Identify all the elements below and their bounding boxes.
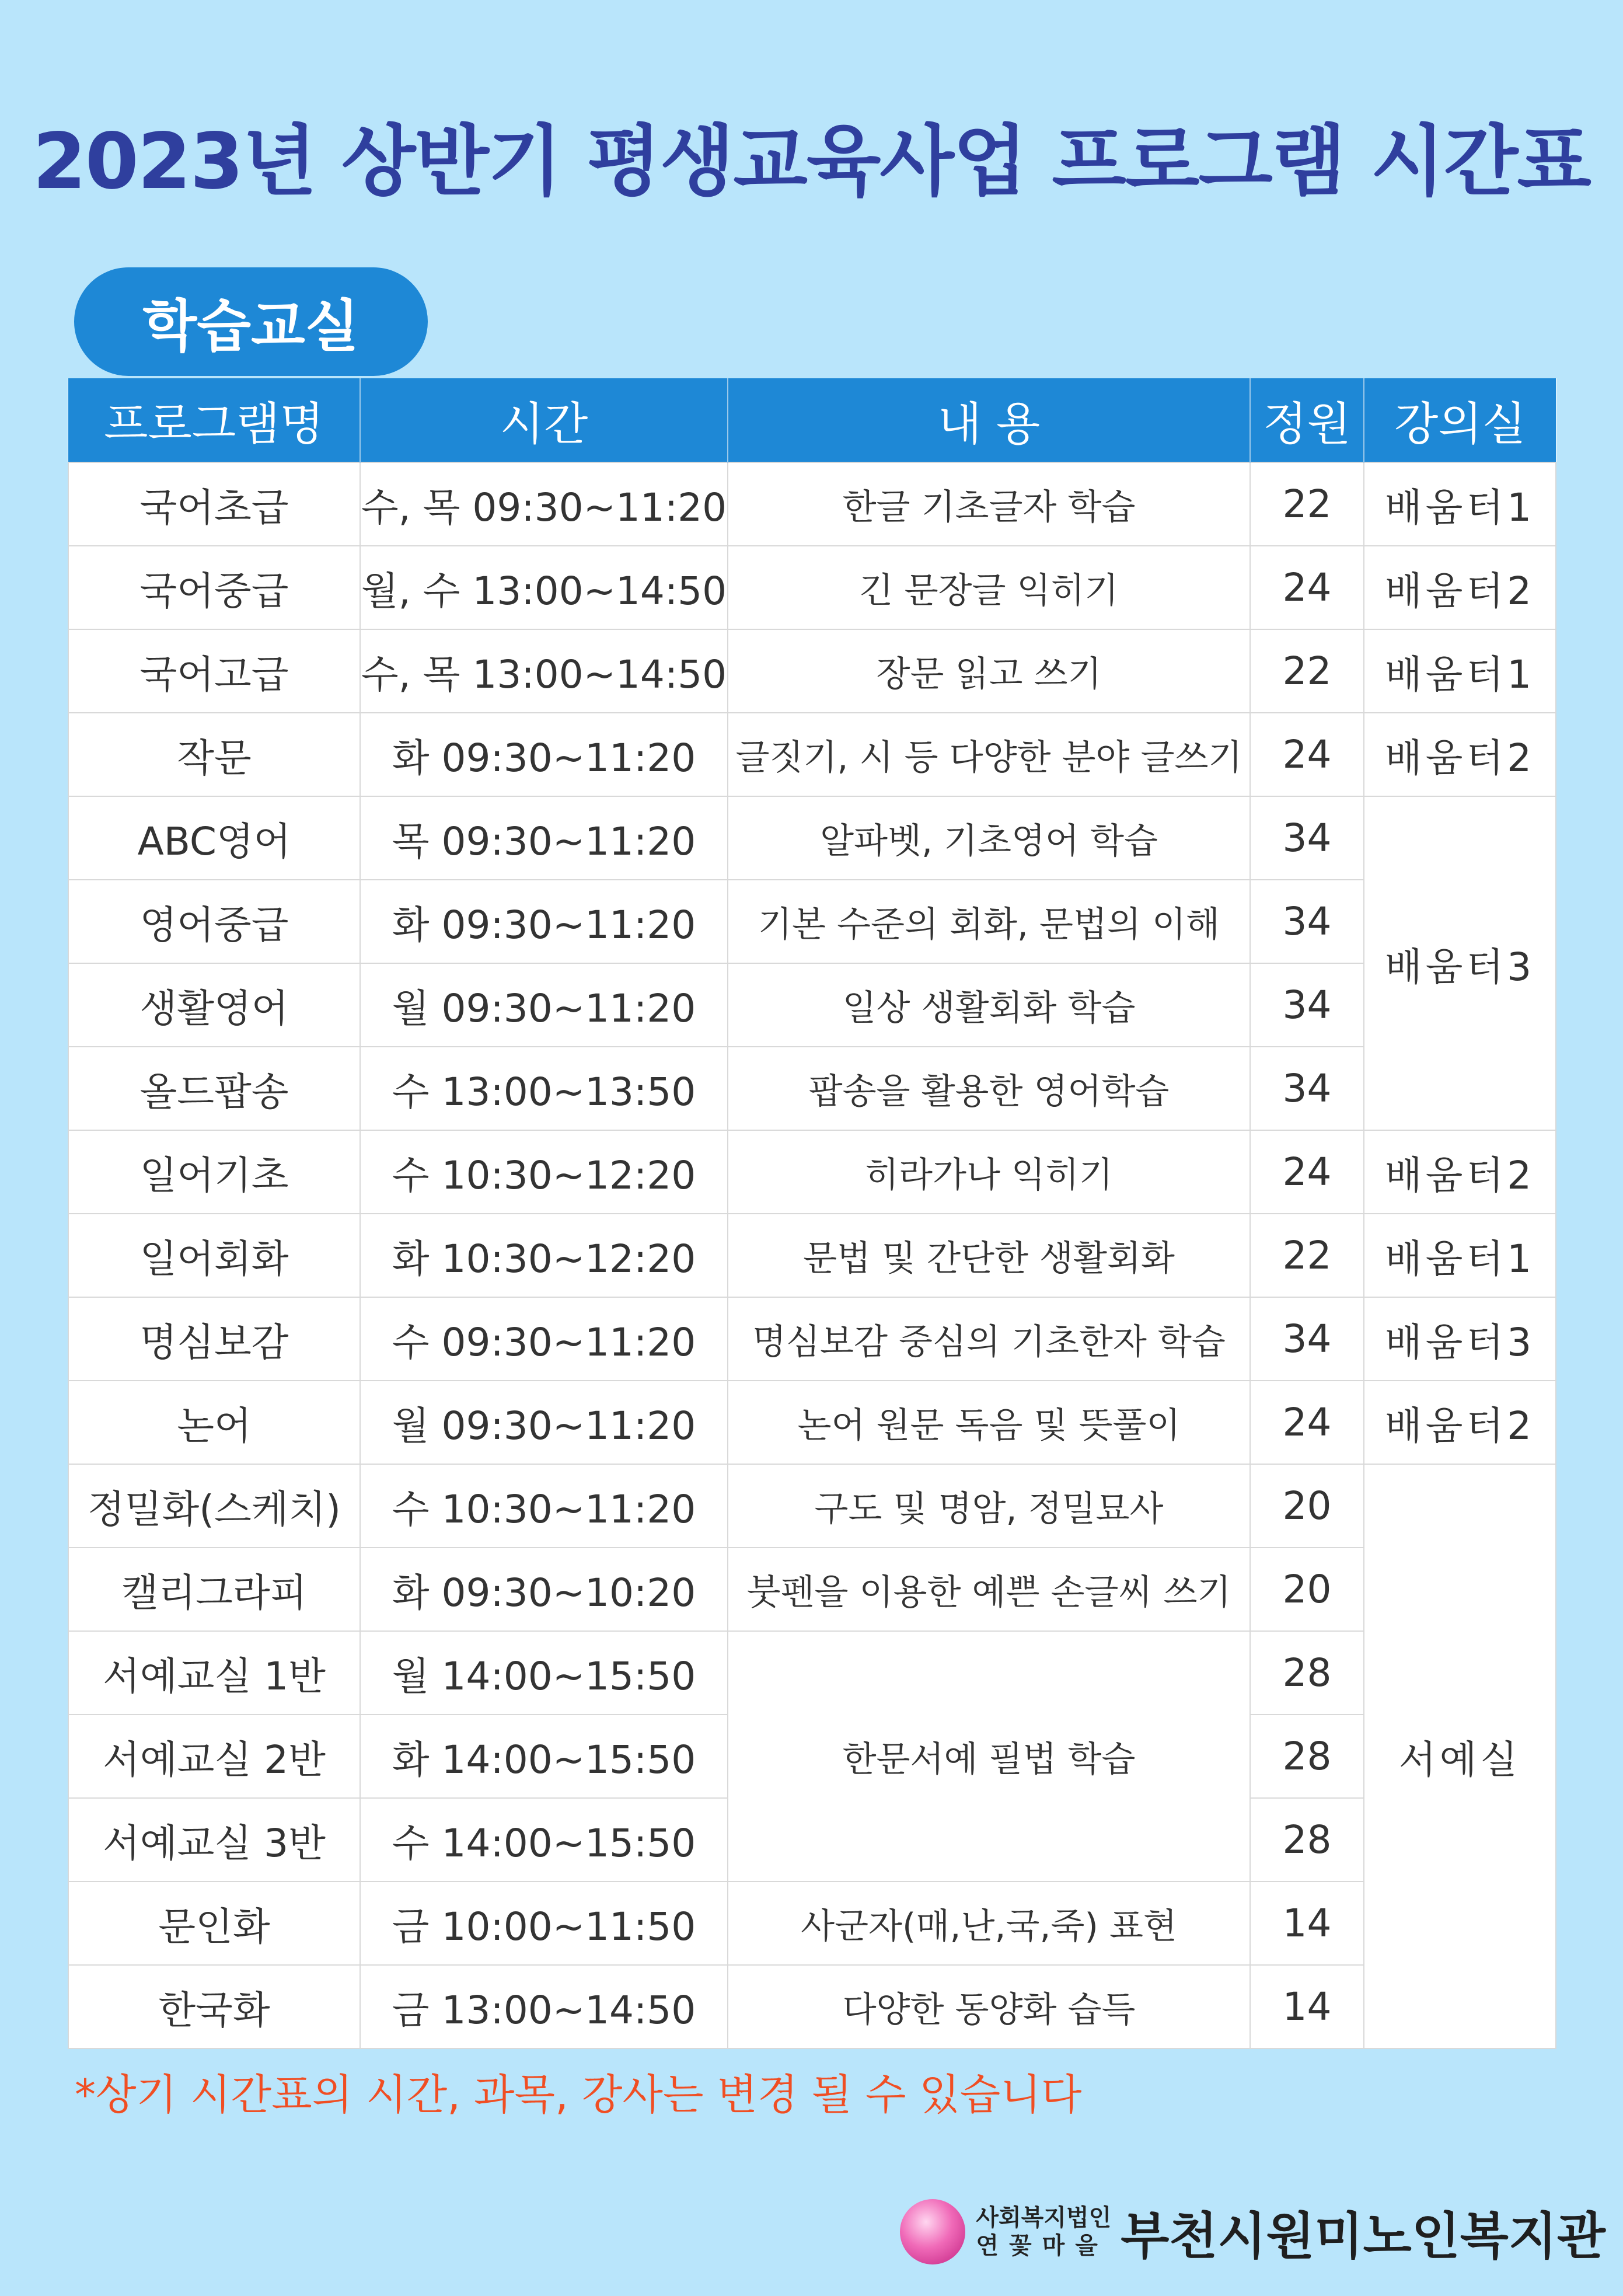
change-notice: *상기 시간표의 시간, 과목, 강사는 변경 될 수 있습니다 bbox=[75, 2070, 1082, 2119]
program-content: 장문 읽고 쓰기 bbox=[728, 629, 1250, 713]
program-name: 생활영어 bbox=[68, 963, 360, 1047]
program-time: 월 14:00~15:50 bbox=[360, 1631, 728, 1715]
table-row bbox=[68, 546, 1556, 629]
program-content: 일상 생활회화 학습 bbox=[728, 963, 1250, 1047]
program-name: 문인화 bbox=[68, 1882, 360, 1965]
org-footer bbox=[900, 2188, 1605, 2276]
program-content: 사군자(매,난,국,죽) 표현 bbox=[728, 1882, 1250, 1965]
table-row bbox=[68, 1381, 1556, 1464]
program-content: 긴 문장글 익히기 bbox=[728, 546, 1250, 629]
program-content: 한글 기초글자 학습 bbox=[728, 462, 1250, 546]
program-time: 금 10:00~11:50 bbox=[360, 1882, 728, 1965]
program-capacity: 22 bbox=[1250, 462, 1364, 546]
program-capacity: 20 bbox=[1250, 1548, 1364, 1631]
program-time: 수 13:00~13:50 bbox=[360, 1047, 728, 1130]
program-content: 글짓기, 시 등 다양한 분야 글쓰기 bbox=[728, 713, 1250, 796]
program-name: 작문 bbox=[68, 713, 360, 796]
program-capacity: 34 bbox=[1250, 1297, 1364, 1381]
program-capacity: 34 bbox=[1250, 963, 1364, 1047]
program-name: 국어중급 bbox=[68, 546, 360, 629]
program-room: 배움터1 bbox=[1364, 462, 1556, 546]
table-row bbox=[68, 1882, 1556, 1965]
program-time: 월 09:30~11:20 bbox=[360, 1381, 728, 1464]
program-time: 화 09:30~11:20 bbox=[360, 880, 728, 963]
table-row bbox=[68, 713, 1556, 796]
program-name: 정밀화(스케치) bbox=[68, 1464, 360, 1548]
program-time: 화 14:00~15:50 bbox=[360, 1715, 728, 1798]
table-header-row bbox=[68, 378, 1556, 462]
table-row bbox=[68, 462, 1556, 546]
program-name: 서예교실 2반 bbox=[68, 1715, 360, 1798]
program-time: 화 09:30~10:20 bbox=[360, 1548, 728, 1631]
program-content: 기본 수준의 회화, 문법의 이해 bbox=[728, 880, 1250, 963]
table-row bbox=[68, 1631, 1556, 1715]
header-capacity: 정원 bbox=[1250, 378, 1364, 462]
program-capacity: 24 bbox=[1250, 1130, 1364, 1214]
program-room: 배움터3 bbox=[1364, 796, 1556, 1130]
program-room: 배움터2 bbox=[1364, 1381, 1556, 1464]
org-type: 사회복지법인 bbox=[976, 2204, 1112, 2231]
program-capacity: 22 bbox=[1250, 1214, 1364, 1297]
program-time: 수, 목 09:30~11:20 bbox=[360, 462, 728, 546]
program-name: 서예교실 3반 bbox=[68, 1798, 360, 1882]
program-time: 수 09:30~11:20 bbox=[360, 1297, 728, 1381]
table-row bbox=[68, 796, 1556, 880]
schedule-table bbox=[68, 378, 1556, 2049]
program-room: 배움터2 bbox=[1364, 1130, 1556, 1214]
program-capacity: 34 bbox=[1250, 796, 1364, 880]
program-capacity: 28 bbox=[1250, 1798, 1364, 1882]
program-capacity: 14 bbox=[1250, 1882, 1364, 1965]
table-row bbox=[68, 629, 1556, 713]
header-content: 내 용 bbox=[728, 378, 1250, 462]
program-content: 구도 및 명암, 정밀묘사 bbox=[728, 1464, 1250, 1548]
program-time: 수 14:00~15:50 bbox=[360, 1798, 728, 1882]
program-time: 화 10:30~12:20 bbox=[360, 1214, 728, 1297]
page-title: 2023년 상반기 평생교육사업 프로그램 시간표 bbox=[33, 117, 1590, 207]
table-row bbox=[68, 1297, 1556, 1381]
program-room: 배움터2 bbox=[1364, 713, 1556, 796]
program-room: 배움터1 bbox=[1364, 629, 1556, 713]
program-room: 배움터1 bbox=[1364, 1214, 1556, 1297]
header-room: 강의실 bbox=[1364, 378, 1556, 462]
org-subtitle bbox=[976, 2204, 1111, 2260]
program-capacity: 20 bbox=[1250, 1464, 1364, 1548]
program-name: 캘리그라피 bbox=[68, 1548, 360, 1631]
header-time: 시간 bbox=[360, 378, 728, 462]
program-content: 한문서예 필법 학습 bbox=[728, 1631, 1250, 1882]
program-time: 수 10:30~11:20 bbox=[360, 1464, 728, 1548]
program-capacity: 24 bbox=[1250, 713, 1364, 796]
program-capacity: 28 bbox=[1250, 1715, 1364, 1798]
program-name: 서예교실 1반 bbox=[68, 1631, 360, 1715]
table-row bbox=[68, 1965, 1556, 2048]
program-name: 올드팝송 bbox=[68, 1047, 360, 1130]
lotus-logo-icon bbox=[900, 2199, 965, 2264]
program-content: 알파벳, 기초영어 학습 bbox=[728, 796, 1250, 880]
section-label: 학습교실 bbox=[74, 267, 428, 376]
table-row bbox=[68, 1047, 1556, 1130]
program-capacity: 14 bbox=[1250, 1965, 1364, 2048]
org-name: 부천시원미노인복지관 bbox=[1121, 2207, 1605, 2266]
header-program-name: 프로그램명 bbox=[68, 378, 360, 462]
program-content: 붓펜을 이용한 예쁜 손글씨 쓰기 bbox=[728, 1548, 1250, 1631]
program-time: 월 09:30~11:20 bbox=[360, 963, 728, 1047]
program-content: 팝송을 활용한 영어학습 bbox=[728, 1047, 1250, 1130]
program-capacity: 22 bbox=[1250, 629, 1364, 713]
program-room: 서예실 bbox=[1364, 1464, 1556, 2048]
program-room: 배움터3 bbox=[1364, 1297, 1556, 1381]
program-content: 다양한 동양화 습득 bbox=[728, 1965, 1250, 2048]
table-row bbox=[68, 880, 1556, 963]
program-name: 논어 bbox=[68, 1381, 360, 1464]
program-room: 배움터2 bbox=[1364, 546, 1556, 629]
program-name: 한국화 bbox=[68, 1965, 360, 2048]
program-content: 히라가나 익히기 bbox=[728, 1130, 1250, 1214]
table-row bbox=[68, 1214, 1556, 1297]
program-time: 월, 수 13:00~14:50 bbox=[360, 546, 728, 629]
program-capacity: 34 bbox=[1250, 880, 1364, 963]
program-capacity: 34 bbox=[1250, 1047, 1364, 1130]
org-foundation: 연꽃마을 bbox=[976, 2232, 1108, 2259]
program-content: 문법 및 간단한 생활회화 bbox=[728, 1214, 1250, 1297]
program-name: 국어초급 bbox=[68, 462, 360, 546]
table-row bbox=[68, 1130, 1556, 1214]
program-content: 논어 원문 독음 및 뜻풀이 bbox=[728, 1381, 1250, 1464]
table-row bbox=[68, 1464, 1556, 1548]
program-time: 수, 목 13:00~14:50 bbox=[360, 629, 728, 713]
program-content: 명심보감 중심의 기초한자 학습 bbox=[728, 1297, 1250, 1381]
table-row bbox=[68, 963, 1556, 1047]
program-name: 일어회화 bbox=[68, 1214, 360, 1297]
program-name: 일어기초 bbox=[68, 1130, 360, 1214]
program-name: ABC영어 bbox=[68, 796, 360, 880]
program-capacity: 24 bbox=[1250, 546, 1364, 629]
program-name: 명심보감 bbox=[68, 1297, 360, 1381]
program-time: 수 10:30~12:20 bbox=[360, 1130, 728, 1214]
program-name: 국어고급 bbox=[68, 629, 360, 713]
program-time: 화 09:30~11:20 bbox=[360, 713, 728, 796]
program-name: 영어중급 bbox=[68, 880, 360, 963]
table-row bbox=[68, 1548, 1556, 1631]
program-capacity: 24 bbox=[1250, 1381, 1364, 1464]
program-time: 목 09:30~11:20 bbox=[360, 796, 728, 880]
program-time: 금 13:00~14:50 bbox=[360, 1965, 728, 2048]
program-capacity: 28 bbox=[1250, 1631, 1364, 1715]
